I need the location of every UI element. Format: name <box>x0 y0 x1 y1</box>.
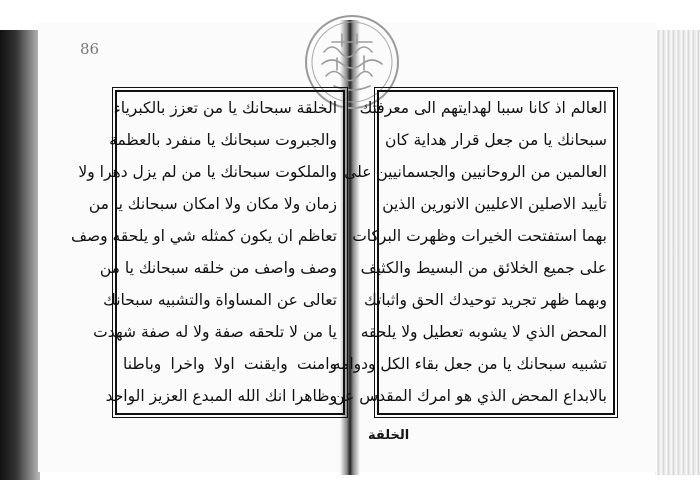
text-line: يا من لا تلحقه صفة ولا له صفة شهدت <box>93 323 337 341</box>
text-line: وامنت وايقنت اولا واخرا وباطنا <box>123 355 337 373</box>
text-line: زمان ولا مكان ولا امكان سبحانك يا من <box>88 195 337 213</box>
page-edges-right <box>655 30 700 475</box>
folio-number: 86 <box>80 40 100 58</box>
text-line: تعالى عن المساواة والتشبيه سبحانك <box>103 291 337 309</box>
text-line: بهما استفتحت الخيرات وظهرت البركات <box>352 227 607 245</box>
text-line: العالمين من الروحانيين والجسمانيين على <box>344 163 607 181</box>
left-text-block <box>70 90 345 415</box>
text-line: وظاهرا انك الله المبدع العزيز الواحد <box>105 387 337 405</box>
text-line: الخلقة سبحانك يا من تعزز بالكبرياء <box>113 99 337 117</box>
right-text-block <box>332 90 615 415</box>
text-line: وصف واصف من خلقه سبحانك يا من <box>99 259 337 277</box>
text-line: سبحانك يا من جعل قرار هداية كان <box>385 131 607 149</box>
text-line: بالابداع المحض الذي هو امرك المقدس عن <box>333 387 607 405</box>
text-line: والملكوت سبحانك يا من لم يزل دهرا ولا <box>78 163 337 181</box>
text-line: وبهما ظهر تجريد توحيدك الحق واثباتك <box>364 291 607 309</box>
text-line: تشبيه سبحانك يا من جعل بقاء الكل ودوامه <box>332 355 607 373</box>
text-line: تأييد الاصلين الاعليين الانورين الذين <box>382 195 607 213</box>
book-binding-left <box>0 30 40 480</box>
text-line: تعاظم ان يكون كمثله شي او يلحقه وصف <box>70 227 337 245</box>
catchword: الخلقة <box>368 428 410 443</box>
text-line: المحض الذي لا يشوبه تعطيل ولا يلحقه <box>360 323 607 341</box>
text-line: والجبروت سبحانك يا منفرد بالعظمة <box>109 131 337 149</box>
text-line: العالم اذ كانا سببا لهدايتهم الى معرفتك <box>359 99 607 117</box>
text-line: على جميع الخلائق من البسيط والكثيف <box>360 259 607 277</box>
